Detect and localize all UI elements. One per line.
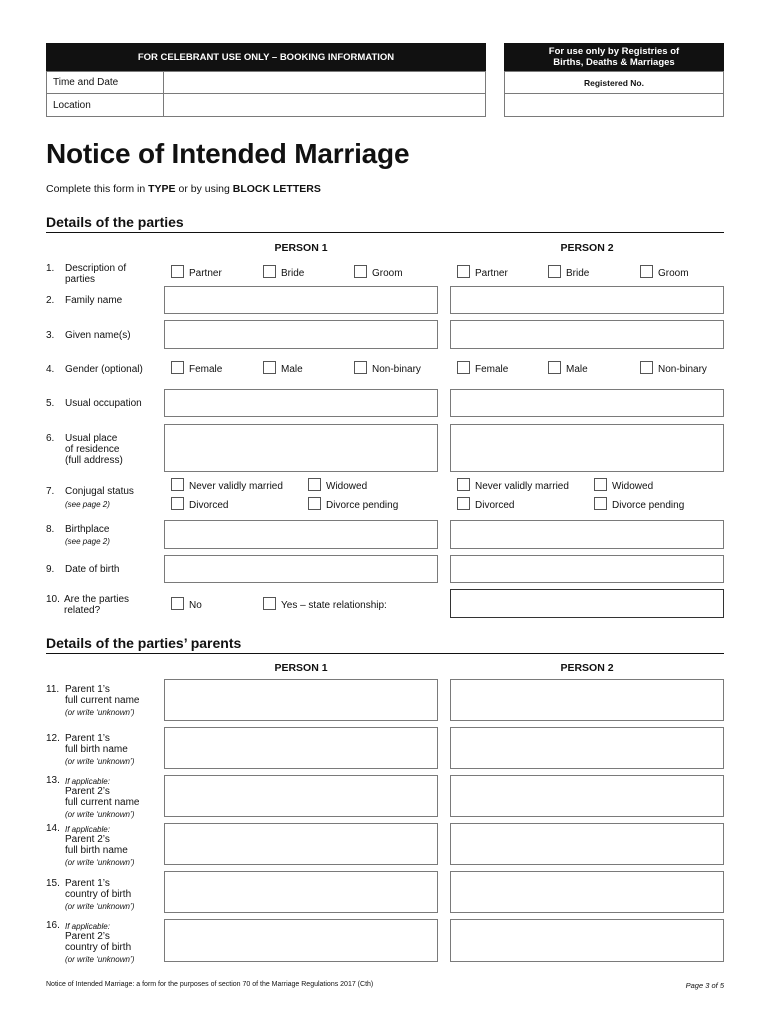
p2-parent1-birth-name-field[interactable] [450,727,724,769]
related-no-checkbox[interactable] [171,597,184,610]
p1-divorced-label: Divorced [189,500,229,511]
p1-parent1-country-field[interactable] [164,871,438,913]
p1-divorce-pending-checkbox[interactable] [308,497,321,510]
registered-no-label: Registered No. [584,78,644,88]
p2-parent1-country-field[interactable] [450,871,724,913]
q6-label-line3: (full address) [65,455,123,466]
registry-title-line1: For use only by Registries of [548,46,680,57]
q1-number: 1. [46,263,55,274]
q3-number: 3. [46,330,55,341]
p1-widowed-checkbox[interactable] [308,478,321,491]
footer-page-number: Page 3 of 5 [685,981,724,990]
q9-label: Date of birth [65,564,120,575]
q1-label-line1: Description of [65,263,127,274]
p1-groom-label: Groom [372,268,403,279]
booking-divider [163,71,164,117]
q14-number: 14. [46,823,60,834]
registered-no-field[interactable] [504,93,724,117]
q6-label-line1: Usual place [65,433,118,444]
p2-divorced-checkbox[interactable] [457,497,470,510]
related-yes-checkbox[interactable] [263,597,276,610]
footer-left: Notice of Intended Marriage: a form for the purposes of section 70 of the Marriage Regulations 2017 (Cth) [46,981,374,988]
parties-person1-heading: PERSON 1 [274,242,328,254]
q16-label-line1: Parent 2’s [65,931,110,942]
q12-number: 12. [46,733,60,744]
q13-pre: If applicable: [65,777,110,786]
p1-male-label: Male [281,364,303,375]
q6-number: 6. [46,433,55,444]
q3-label: Given name(s) [65,330,131,341]
q15-label-line2: country of birth [65,889,132,900]
p2-divorce-pending-checkbox[interactable] [594,497,607,510]
related-no-label: No [189,600,202,611]
p2-female-label: Female [475,364,509,375]
p2-male-label: Male [566,364,588,375]
p2-parent2-birth-name-field[interactable] [450,823,724,865]
parties-person2-heading: PERSON 2 [560,242,614,254]
p2-dob-field[interactable] [450,555,724,583]
p1-family-name-field[interactable] [164,286,438,314]
location-label: Location [53,100,91,111]
location-field[interactable] [165,94,485,116]
registry-title-line2: Births, Deaths & Marriages [553,57,675,68]
q5-label: Usual occupation [65,398,142,409]
p2-never-married-checkbox[interactable] [457,478,470,491]
instruction-block: BLOCK LETTERS [232,183,321,195]
q4-number: 4. [46,364,55,375]
q11-note: (or write ‘unknown’) [65,708,135,717]
q15-label-line1: Parent 1’s [65,878,110,889]
q10-label-line2: related? [64,605,101,616]
instruction-mid: or by using [175,183,233,195]
page-title: Notice of Intended Marriage [46,138,410,169]
p1-widowed-label: Widowed [326,481,368,492]
p2-given-names-field[interactable] [450,320,724,349]
q11-label-line1: Parent 1’s [65,684,110,695]
p1-parent2-current-name-field[interactable] [164,775,438,817]
q10-number: 10. [46,594,60,605]
p2-parent2-current-name-field[interactable] [450,775,724,817]
q16-pre: If applicable: [65,922,110,931]
p1-bride-label: Bride [281,268,305,279]
q9-number: 9. [46,564,55,575]
p1-never-married-label: Never validly married [189,481,283,492]
p2-occupation-field[interactable] [450,389,724,417]
q14-label-line1: Parent 2’s [65,834,110,845]
q11-label-line2: full current name [65,695,140,706]
booking-title: FOR CELEBRANT USE ONLY – BOOKING INFORMATION [46,43,486,72]
q13-label-line2: full current name [65,797,140,808]
p1-bride-checkbox[interactable] [263,265,276,278]
p2-nonbinary-checkbox[interactable] [640,361,653,374]
parents-rule [46,653,724,654]
p2-bride-checkbox[interactable] [548,265,561,278]
p1-dob-field[interactable] [164,555,438,583]
q14-label-line2: full birth name [65,845,128,856]
p2-birthplace-field[interactable] [450,520,724,549]
q15-number: 15. [46,878,60,889]
q12-label-line2: full birth name [65,744,128,755]
time-date-label: Time and Date [53,77,119,88]
q15-note: (or write ‘unknown’) [65,902,135,911]
p2-parent1-current-name-field[interactable] [450,679,724,721]
q2-label: Family name [65,295,123,306]
p1-parent2-country-field[interactable] [164,919,438,962]
p2-never-married-label: Never validly married [475,481,569,492]
p2-groom-checkbox[interactable] [640,265,653,278]
p1-divorce-pending-label: Divorce pending [326,500,399,511]
p2-residence-field[interactable] [450,424,724,472]
p2-widowed-label: Widowed [612,481,654,492]
p1-residence-field[interactable] [164,424,438,472]
parents-person1-heading: PERSON 1 [274,662,328,674]
p1-divorced-checkbox[interactable] [171,497,184,510]
q7-label: Conjugal status [65,486,134,497]
p1-female-checkbox[interactable] [171,361,184,374]
q10-label-line1: Are the parties [64,594,130,605]
p2-groom-label: Groom [658,268,689,279]
p1-partner-checkbox[interactable] [171,265,184,278]
registry-title [504,43,724,72]
q13-note: (or write ‘unknown’) [65,810,135,819]
q11-number: 11. [46,684,60,695]
p1-birthplace-field[interactable] [164,520,438,549]
p1-never-married-checkbox[interactable] [171,478,184,491]
p2-divorced-label: Divorced [475,500,515,511]
q16-number: 16. [46,920,60,931]
p1-parent2-birth-name-field[interactable] [164,823,438,865]
p1-parent1-current-name-field[interactable] [164,679,438,721]
q12-label-line1: Parent 1’s [65,733,110,744]
p2-parent2-country-field[interactable] [450,919,724,962]
q6-label-line2: of residence [65,444,120,455]
instruction-text [46,183,321,195]
q13-label-line1: Parent 2’s [65,786,110,797]
parents-person2-heading: PERSON 2 [560,662,614,674]
q4-label: Gender (optional) [65,364,143,375]
p1-occupation-field[interactable] [164,389,438,417]
p2-widowed-checkbox[interactable] [594,478,607,491]
q8-note: (see page 2) [65,537,110,546]
q12-note: (or write ‘unknown’) [65,757,135,766]
instruction-pre: Complete this form in [46,183,149,195]
p1-male-checkbox[interactable] [263,361,276,374]
p2-divorce-pending-label: Divorce pending [612,500,685,511]
relationship-field[interactable] [450,589,724,618]
q5-number: 5. [46,398,55,409]
time-date-field[interactable] [165,72,485,93]
p1-groom-checkbox[interactable] [354,265,367,278]
q8-number: 8. [46,524,55,535]
p2-male-checkbox[interactable] [548,361,561,374]
p2-nonbinary-label: Non-binary [658,364,707,375]
p1-nonbinary-label: Non-binary [372,364,421,375]
p2-partner-checkbox[interactable] [457,265,470,278]
q14-pre: If applicable: [65,825,110,834]
q8-label: Birthplace [65,524,110,535]
p2-partner-label: Partner [475,268,508,279]
instruction-type: TYPE [148,183,176,195]
q7-note: (see page 2) [65,500,110,509]
parties-heading: Details of the parties [46,214,184,230]
q1-label-line2: parties [65,274,96,285]
parents-heading: Details of the parties’ parents [46,635,242,651]
p1-female-label: Female [189,364,223,375]
p2-female-checkbox[interactable] [457,361,470,374]
p1-given-names-field[interactable] [164,320,438,349]
q16-label-line2: country of birth [65,942,132,953]
parties-rule [46,232,724,233]
q14-note: (or write ‘unknown’) [65,858,135,867]
q13-number: 13. [46,775,60,786]
p1-partner-label: Partner [189,268,222,279]
p2-family-name-field[interactable] [450,286,724,314]
q2-number: 2. [46,295,55,306]
q7-number: 7. [46,486,55,497]
q16-note: (or write ‘unknown’) [65,955,135,964]
related-yes-label: Yes – state relationship: [281,600,387,611]
p1-parent1-birth-name-field[interactable] [164,727,438,769]
p2-bride-label: Bride [566,268,590,279]
p1-nonbinary-checkbox[interactable] [354,361,367,374]
